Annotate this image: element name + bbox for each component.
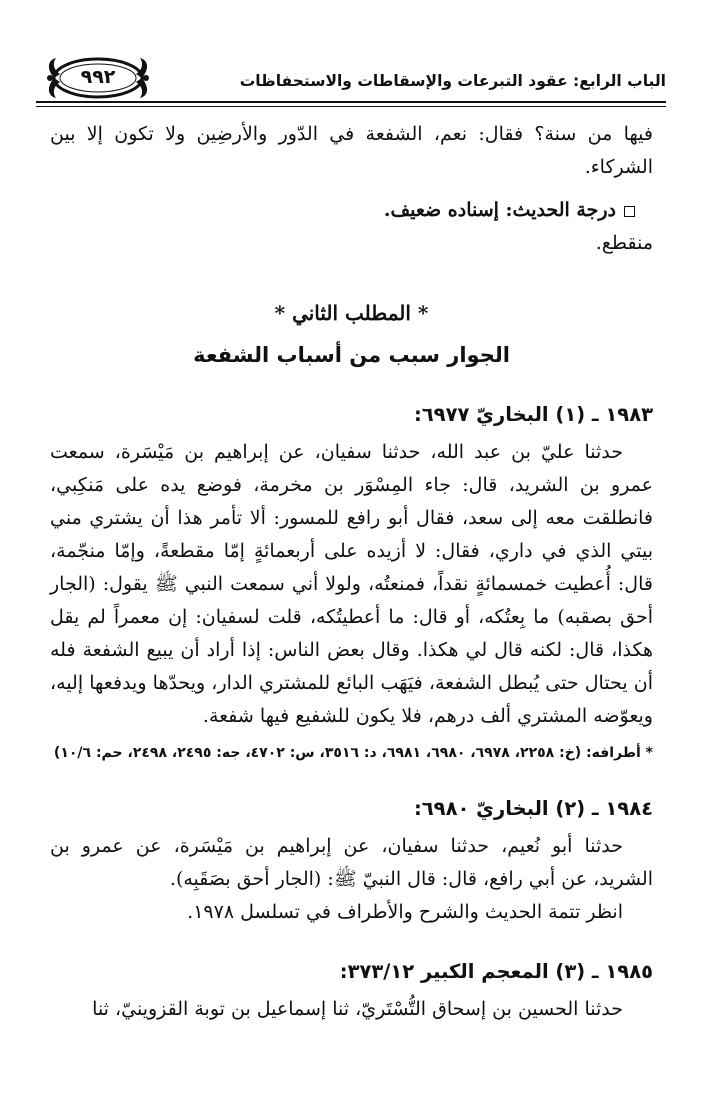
grade-text: درجة الحديث: إسناده ضعيف. xyxy=(383,199,616,221)
munqati-note: منقطع. xyxy=(595,232,653,254)
hadith-1983-text: حدثنا عليّ بن عبد الله، حدثنا سفيان، عن إبراهيم بن مَيْسَرة، سمعت عمرو بن الشريد، قال: جاء المِسْوَر بن مخرمة، فوضع يده على مَنكِبي، فانطلقت معه إلى سعد، فقال أبو رافع للمسور: ألا تأمر هذا أن يشتري مني بيتي الذي في داري، فقال: لا أزيده على أربعمائةٍ إمّا مقطعةً، وإمّا منجّمة، قال: أُعطيت خمسمائةٍ نقداً، فمنعتُه، ولولا أني سمعت النبي ﷺ يقول: (الجار أحق بصقبه) ما بِعتُكه، أو قال: ما أعطيتُكه، قلت لسفيان: إن معمراً لم يقل هكذا، قال: لكنه قال لي هكذا. وقال بعض الناس: إذا أراد أن يبيع الشفعة فله أن يحتال حتى يُبطل الشفعة، فيَهَب البائع للمشتري الدار، ويحدّها ويدفعها إليه، ويعوّضه المشتري ألف درهم، فلا يكون للشفيع فيها شفعة. xyxy=(50,441,653,727)
header-rule-thin xyxy=(36,106,666,107)
hadith-1985-text: حدثنا الحسين بن إسحاق التُّسْتَريّ، ثنا إسماعيل بن توبة القزوينيّ، ثنا xyxy=(92,998,623,1020)
continuation-paragraph: فيها من سنة؟ فقال: نعم، الشفعة في الدّور والأرضِين ولا تكون إلا بين الشركاء. xyxy=(50,123,653,178)
header-rule xyxy=(36,101,666,103)
hadith-1984-text: حدثنا أبو نُعيم، حدثنا سفيان، عن إبراهيم بن مَيْسَرة، عن عمرو بن الشريد، عن أبي رافع، قال: قال النبيّ ﷺ: (الجار أحق بصَقَبِه). xyxy=(50,835,653,890)
page-body xyxy=(50,118,653,1026)
section-heading: * المطلب الثاني * xyxy=(274,301,429,325)
hadith-grade xyxy=(50,194,653,227)
hadith-1984-heading: ١٩٨٤ ـ (٢) البخاريّ ٦٩٨٠: xyxy=(413,797,653,820)
page-number-badge xyxy=(40,50,156,106)
page-number: ٩٩٢ xyxy=(80,66,116,88)
hadith-1983-heading: ١٩٨٣ ـ (١) البخاريّ ٦٩٧٧: xyxy=(413,403,653,426)
chapter-title: الباب الرابع: عقود التبرعات والإسقاطات والاستحفاظات xyxy=(239,72,666,90)
section-title: الجوار سبب من أسباب الشفعة xyxy=(193,343,510,367)
hadith-1984-reference: انظر تتمة الحديث والشرح والأطراف في تسلسل ١٩٧٨. xyxy=(187,901,623,923)
hadith-1983-cross-refs: * أطرافه: (خ: ٢٢٥٨، ٦٩٧٨، ٦٩٨٠، ٦٩٨١، د: ٣٥١٦، س: ٤٧٠٢، جه: ٢٤٩٥، ٢٤٩٨، حم: ١٠/٦) xyxy=(53,745,653,761)
square-bullet-icon xyxy=(624,206,635,217)
hadith-1985-heading: ١٩٨٥ ـ (٣) المعجم الكبير ٣٧٣/١٢: xyxy=(339,960,653,983)
